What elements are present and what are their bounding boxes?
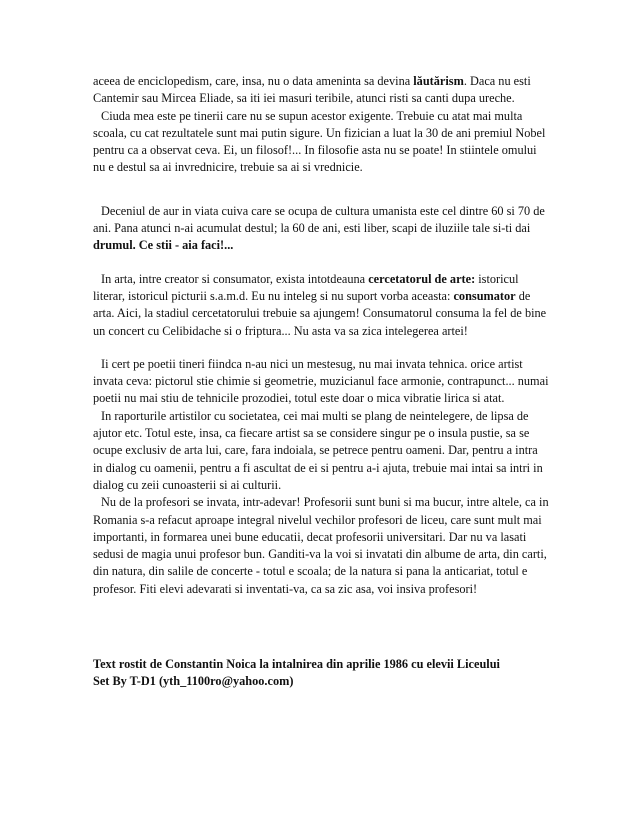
text-run: In arta, intre creator si consumator, exista intotdeauna [101,271,369,286]
text-run: Ciuda mea este pe tinerii care nu se supun acestor exigente. Trebuie cu atat mai multa scoala, cu cat rezultatele sunt mai putin sigure. Un fizician a luat la 30 de ani premiul Nobel pentru ca a observat ceva. Ei, un filosof!... In filosofie asta nu se poate! In stiintele omului nu e destul sa ai invrednicire, trebuie sa ai si vrednicie. [93,108,546,175]
text-run: aceea de enciclopedism, care, insa, nu o data ameninta sa devina [93,74,414,88]
paragraph-poetii-tineri [93,356,549,408]
text-run: istoricul literar, istoricul picturii s.a.m.d. Eu nu inteleg si nu suport vorba aceasta: [93,271,519,303]
footer-credit-line [93,673,549,690]
bold-text-run: drumul. Ce stii - aia faci!... [93,238,234,253]
footer-credit-text: Set By T-D1 (yth_1100ro@yahoo.com) [93,674,294,689]
paragraph-exigente [93,108,549,177]
bold-text-run: consumator [453,288,516,303]
footer-source-line [93,656,549,673]
paragraph-spacer [93,340,549,356]
paragraph-spacer [93,177,549,203]
text-run: Deceniul de aur in viata cuiva care se ocupa de cultura umanista este cel dintre 60 si 70 de ani. Pana atunci n-ai acumulat destul; la 60 de ani, esti liber, scapi de iluziile tale si-ti dai [93,203,545,236]
text-run: In raporturile artistilor cu societatea, cei mai multi se plang de neintelegere, de lipsa de ajutor etc. Totul este, insa, ca fiecare artist sa se considere singur pe o insula pustie, sa se ocupe exclusiv de arta lui, care, fara indoiala, se petrece pentru oameni. Dar, pentru a intra in dialog cu oamenii, pentru a fi ascultat de ei si pentru a-i ajuta, trebuie mai intai sa intri in dialog cu zeii cunoasterii si ai culturii. [93,408,543,492]
paragraph-spacer [93,255,549,271]
paragraph-deceniul-de-aur [93,203,549,255]
paragraph-raporturile-artistilor [93,408,549,494]
document-body [93,73,549,691]
paragraph-spacer [93,598,549,656]
text-run: . Daca nu esti Cantemir sau Mircea Eliade, sa iti iei masuri teribile, atunci risti sa canti dupa ureche. [93,74,531,106]
paragraph-enciclopedism [93,73,549,108]
text-run: de arta. Aici, la stadiul cercetatorului trebuie sa ajungem! Consumatorul consuma la fel de bine un concert cu Celibidache si o friptura... Nu asta va sa zica intelegerea artei! [93,288,547,338]
bold-text-run: lăutărism [413,74,464,88]
paragraph-profesori [93,494,549,598]
bold-text-run: cercetatorul de arte: [368,271,476,286]
paragraph-cercetatorul-de-arte [93,271,549,340]
text-run: Ii cert pe poetii tineri fiindca n-au nici un mestesug, nu mai invata tehnica. orice artist invata ceva: pictorul stie chimie si geometrie, muzicianul face armonie, contrapunct... numai poetii nu mai stiu de tehnicile prozodiei, totul este doar o mica vibratie lirica si atat. [93,356,549,406]
text-run: Nu de la profesori se invata, intr-adevar! Profesorii sunt buni si ma bucur, intre altele, ca in Romania s-a refacut aproape integral nivelul vechilor profesori de liceu, care sunt mult mai importanti, in formarea unei bune educatii, decat profesorii universitari. Dar nu va lasati sedusi de magia unui profesor bun. Ganditi-va la voi si invatati din albume de arta, din carti, din natura, din salile de concerte - totul e scoala; de la natura si pana la anticariat, totul e profesor. Fiti elevi adevarati si inventati-va, ca sa zic asa, voi insiva profesori! [93,495,549,596]
document-footer [93,656,549,691]
footer-source-text: Text rostit de Constantin Noica la intalnirea din aprilie 1986 cu elevii Liceului [93,657,500,672]
